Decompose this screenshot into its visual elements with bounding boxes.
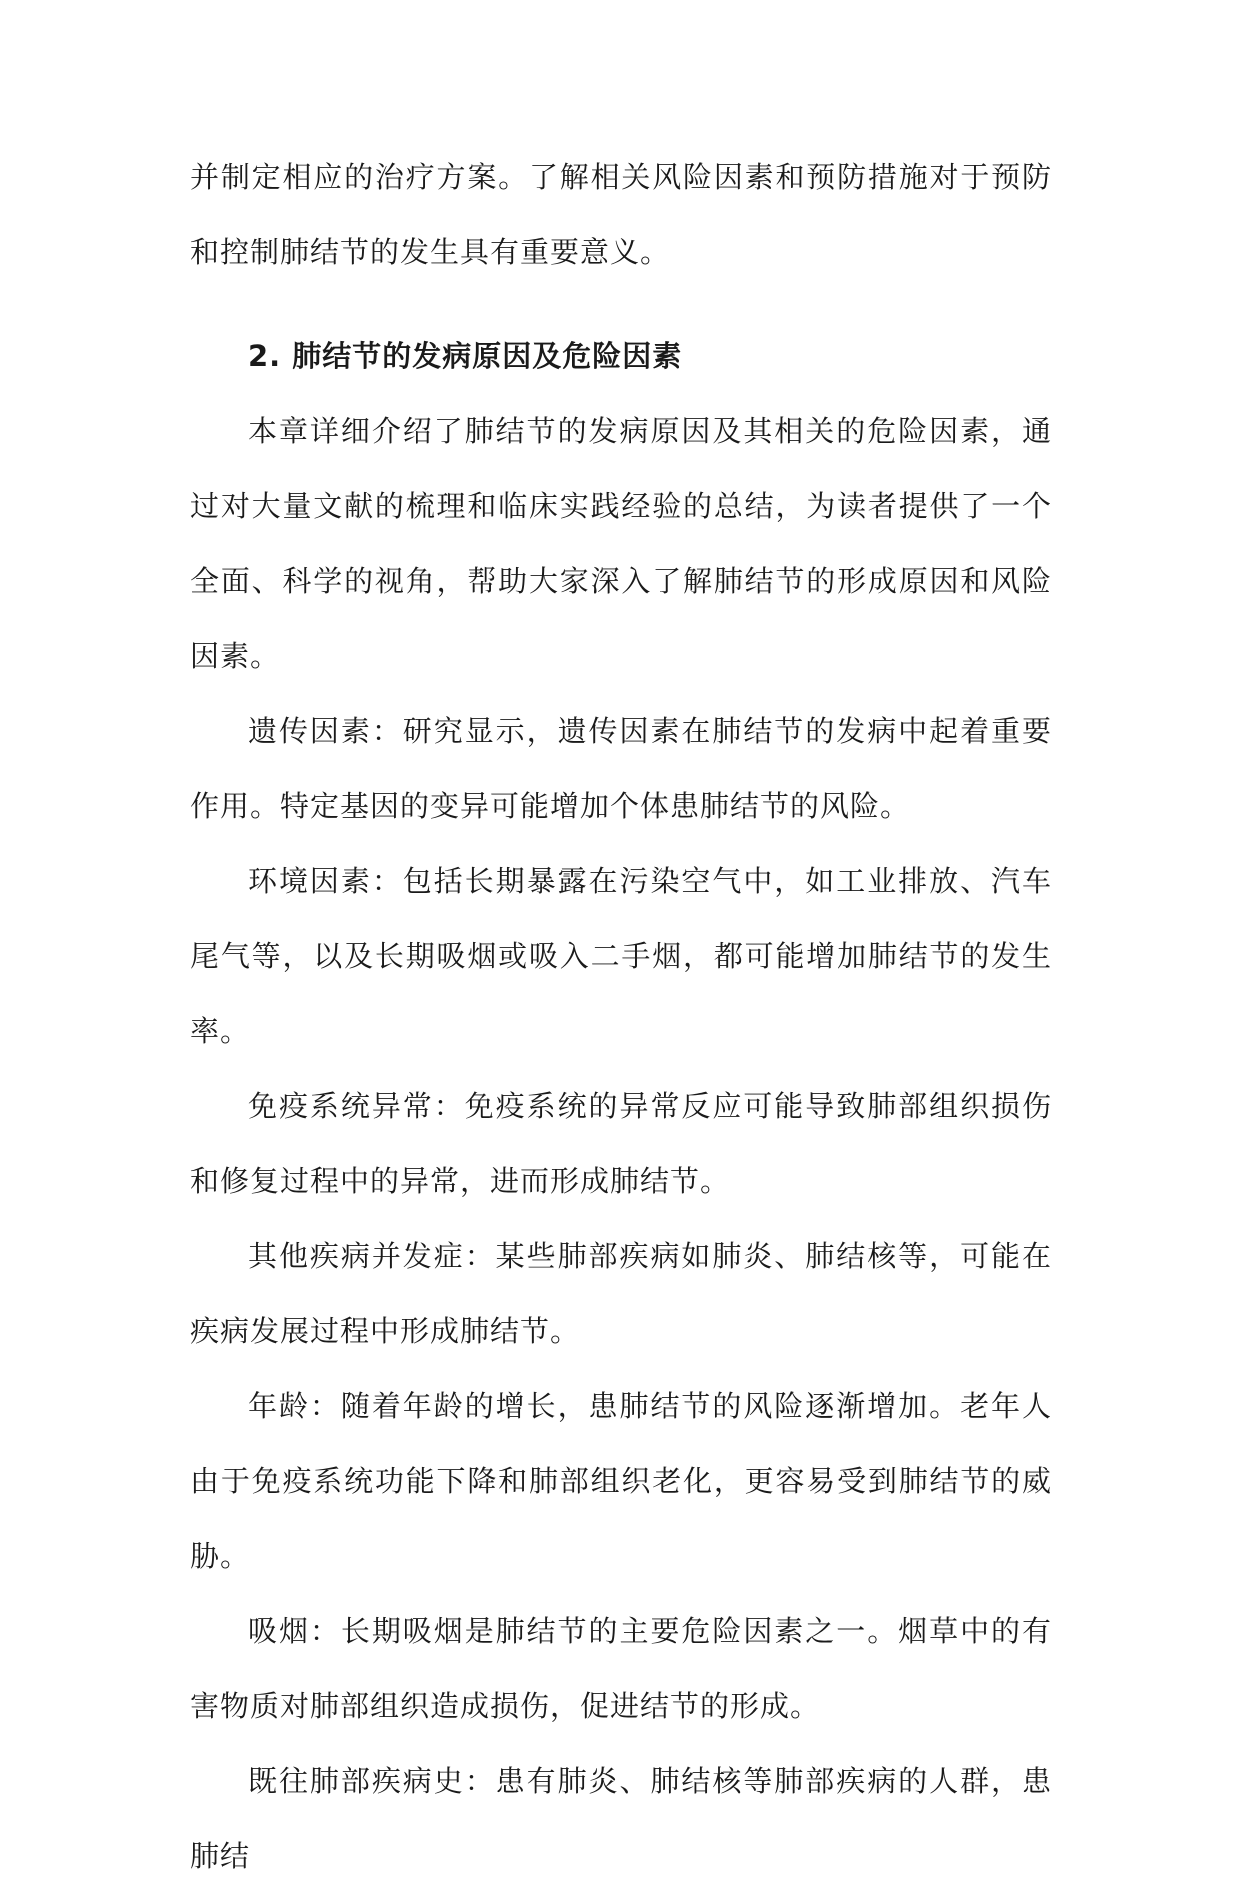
- factor-immune: 免疫系统异常：免疫系统的异常反应可能导致肺部组织损伤和修复过程中的异常，进而形成肺结节。: [190, 1089, 1052, 1198]
- factor-history: 既往肺部疾病史：患有肺炎、肺结核等肺部疾病的人群，患肺结: [190, 1764, 1052, 1873]
- intro-paragraph: 本章详细介绍了肺结节的发病原因及其相关的危险因素，通过对大量文献的梳理和临床实践经验的总结，为读者提供了一个全面、科学的视角，帮助大家深入了解肺结节的形成原因和风险因素。: [190, 414, 1052, 673]
- factor-smoking: 吸烟：长期吸烟是肺结节的主要危险因素之一。烟草中的有害物质对肺部组织造成损伤，促进结节的形成。: [190, 1614, 1052, 1723]
- factor-complications: 其他疾病并发症：某些肺部疾病如肺炎、肺结核等，可能在疾病发展过程中形成肺结节。: [190, 1239, 1052, 1348]
- factor-genetic: 遗传因素：研究显示，遗传因素在肺结节的发病中起着重要作用。特定基因的变异可能增加个体患肺结节的风险。: [190, 714, 1052, 823]
- continued-paragraph: 并制定相应的治疗方案。了解相关风险因素和预防措施对于预防和控制肺结节的发生具有重要意义。: [190, 160, 1052, 269]
- factor-environment: 环境因素：包括长期暴露在污染空气中，如工业排放、汽车尾气等，以及长期吸烟或吸入二手烟，都可能增加肺结节的发生率。: [190, 864, 1052, 1048]
- factor-age: 年龄：随着年龄的增长，患肺结节的风险逐渐增加。老年人由于免疫系统功能下降和肺部组织老化，更容易受到肺结节的威胁。: [190, 1389, 1052, 1573]
- document-body: [190, 140, 1052, 1894]
- section-heading: 2. 肺结节的发病原因及危险因素: [248, 339, 683, 373]
